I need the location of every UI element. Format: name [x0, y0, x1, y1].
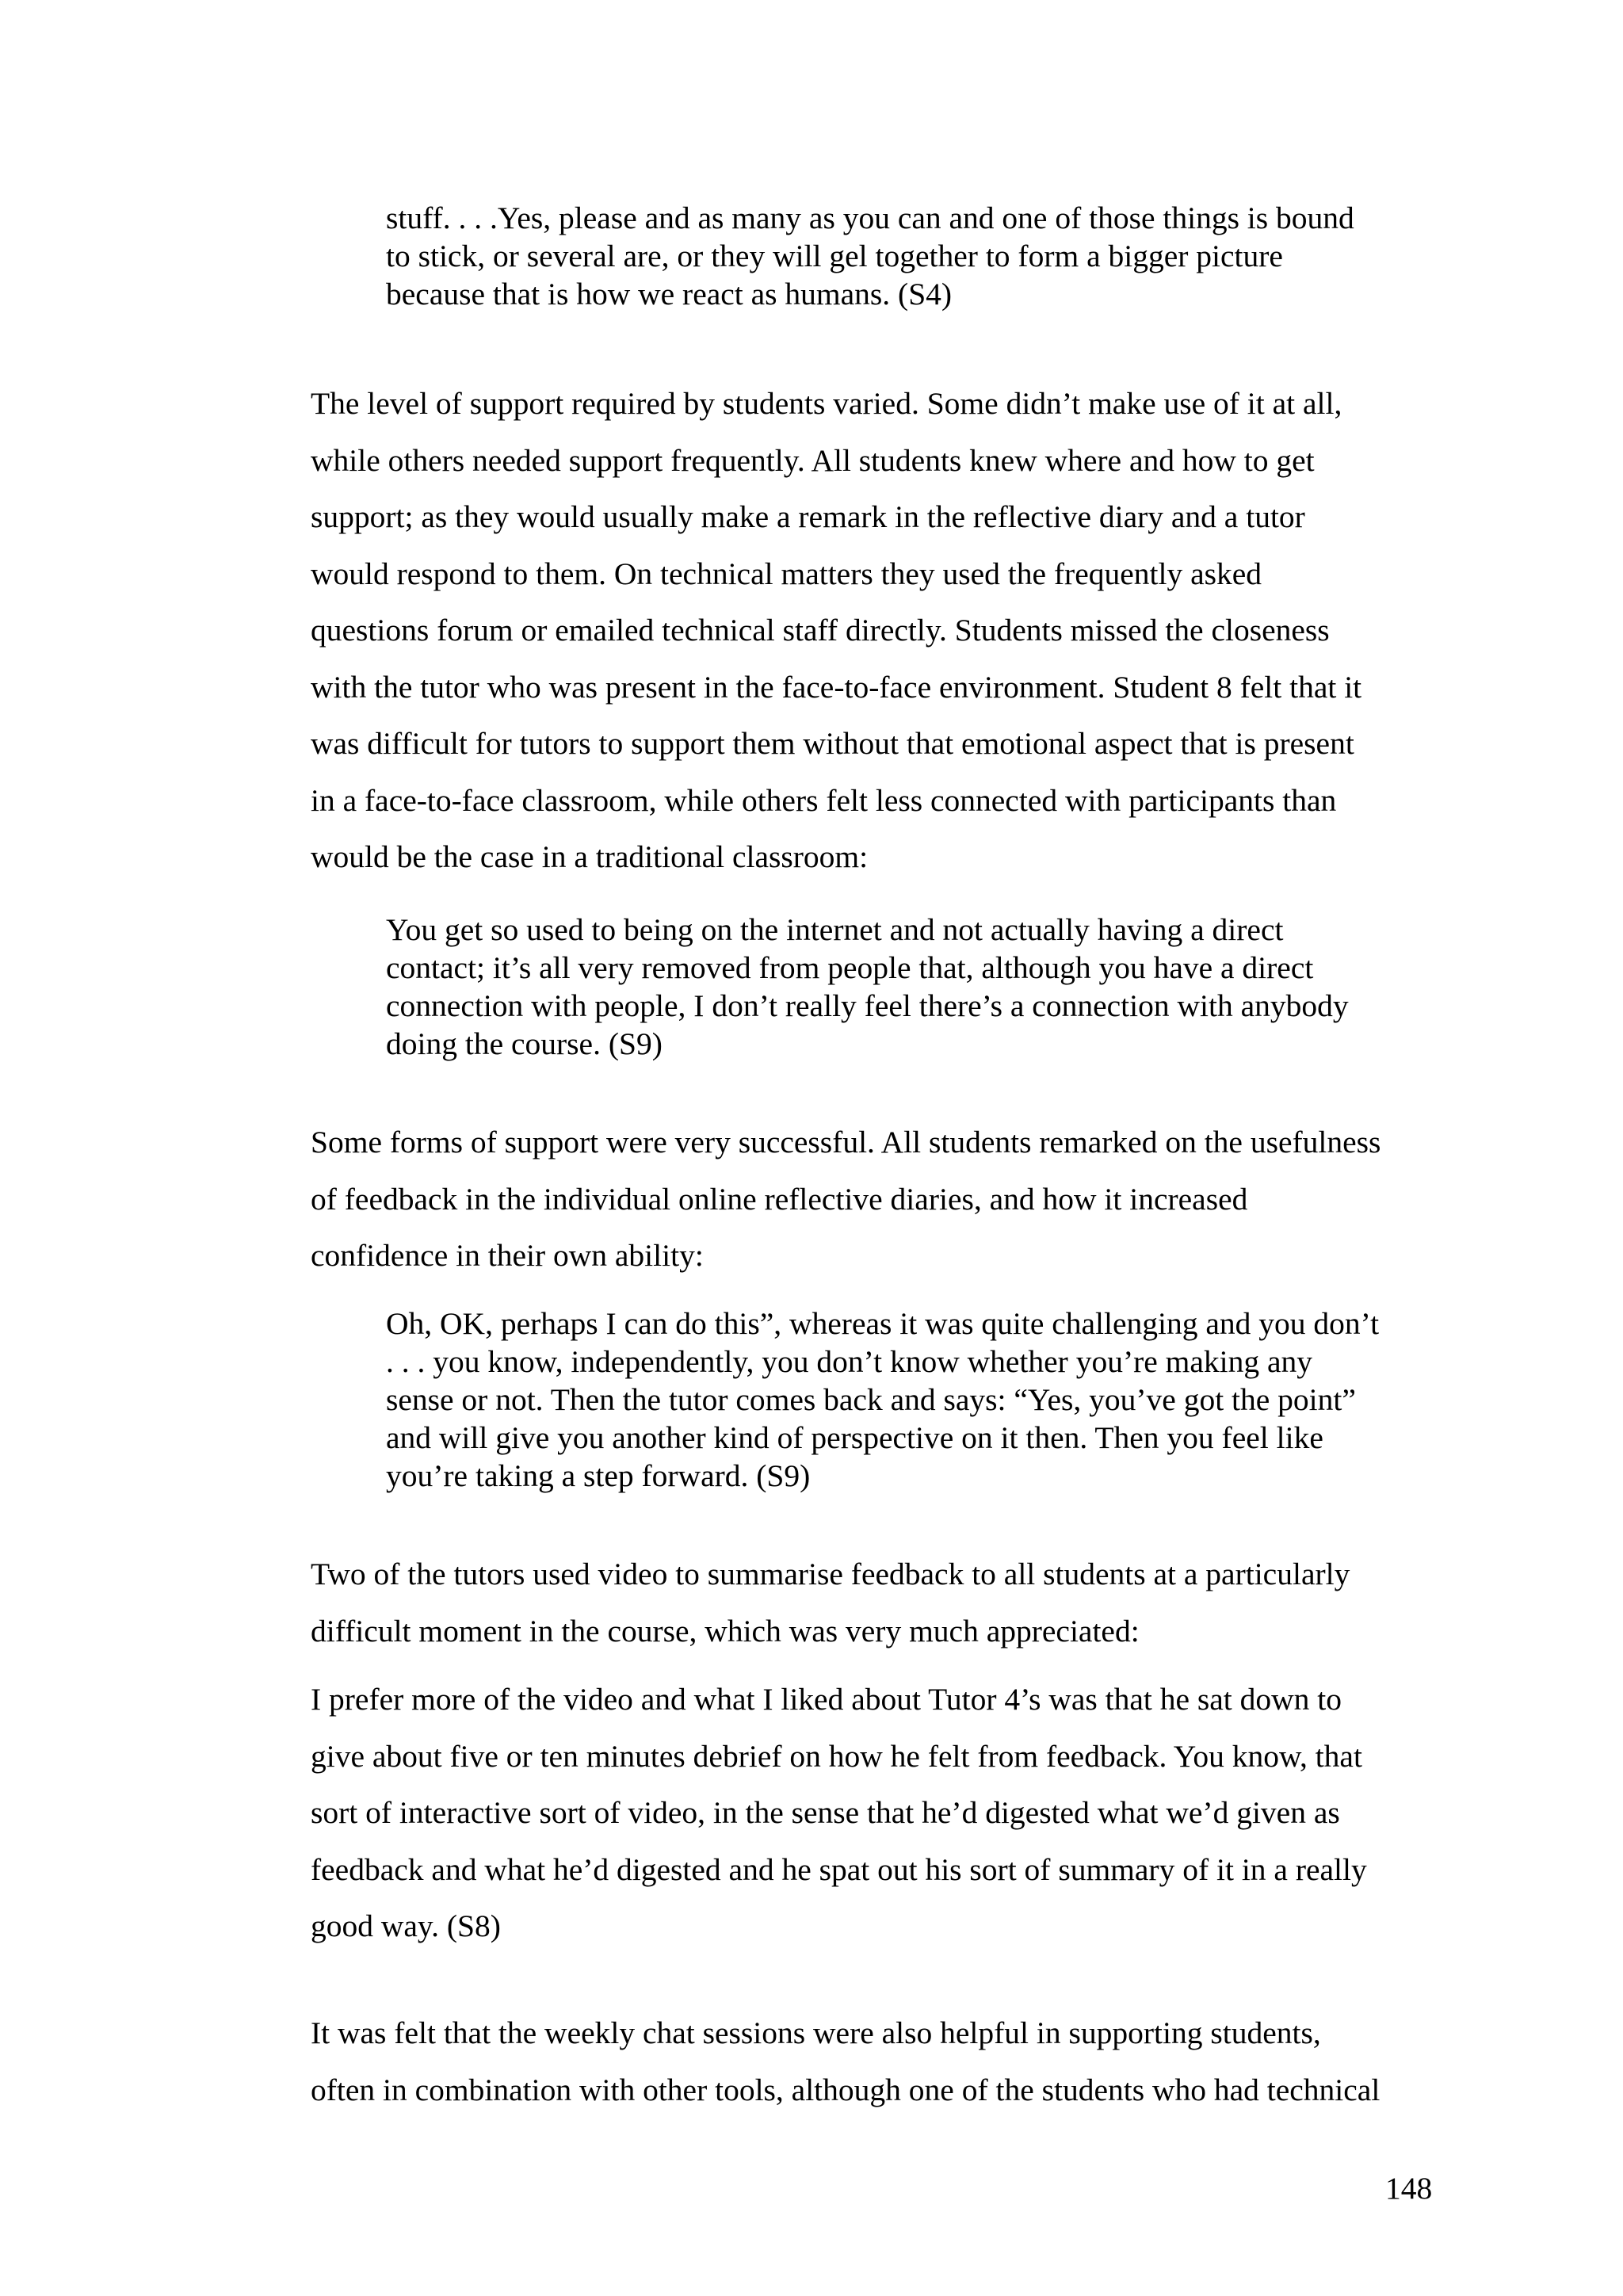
quote-block-s9-connection — [386, 911, 1349, 1063]
text-line: with the tutor who was present in the face-to-face environment. Student 8 felt that it — [311, 669, 1362, 705]
text-line: Two of the tutors used video to summarise feedback to all students at a particularly — [311, 1557, 1350, 1591]
text-line: . . . you know, independently, you don’t know whether you’re making any — [386, 1344, 1313, 1379]
text-line: was difficult for tutors to support them without that emotional aspect that is present — [311, 726, 1354, 761]
text-line: Some forms of support were very successful. All students remarked on the usefulness — [311, 1125, 1381, 1159]
text-line: give about five or ten minutes debrief on how he felt from feedback. You know, that — [311, 1738, 1362, 1774]
text-line: of feedback in the individual online reflective diaries, and how it increased — [311, 1181, 1248, 1217]
text-line: difficult moment in the course, which was very much appreciated: — [311, 1613, 1140, 1648]
quote-block-s9-feedback — [386, 1305, 1379, 1495]
text-line: I prefer more of the video and what I liked about Tutor 4’s was that he sat down to — [311, 1682, 1342, 1717]
text-line: It was felt that the weekly chat sessions were also helpful in supporting students, — [311, 2015, 1321, 2050]
text-line: in a face-to-face classroom, while others felt less connected with participants than — [311, 782, 1337, 818]
paragraph-quote-s8 — [311, 1671, 1367, 1955]
text-line: would respond to them. On technical matters they used the frequently asked — [311, 556, 1262, 591]
text-line: contact; it’s all very removed from people that, although you have a direct — [386, 950, 1314, 985]
quote-block-s4 — [386, 199, 1354, 313]
text-line: doing the course. (S9) — [386, 1026, 663, 1061]
paragraph-successful-support — [311, 1114, 1381, 1285]
paragraph-support-levels — [311, 376, 1361, 886]
paragraph-video-feedback — [311, 1546, 1350, 1660]
text-line: you’re taking a step forward. (S9) — [386, 1458, 811, 1493]
paragraph-chat-sessions — [311, 2005, 1380, 2118]
text-line: while others needed support frequently. All students knew where and how to get — [311, 442, 1315, 478]
text-line: stuff. . . .Yes, please and as many as you can and one of those things is bound — [386, 201, 1354, 235]
text-line: Oh, OK, perhaps I can do this”, whereas it was quite challenging and you don’t — [386, 1306, 1380, 1341]
text-line: would be the case in a traditional classroom: — [311, 839, 869, 874]
text-line: to stick, or several are, or they will gel together to form a bigger picture — [386, 239, 1283, 273]
text-line: The level of support required by students varied. Some didn’t make use of it at all, — [311, 386, 1342, 421]
text-line: sort of interactive sort of video, in the sense that he’d digested what we’d given as — [311, 1795, 1340, 1830]
page-number: 148 — [1385, 2171, 1433, 2206]
text-line: feedback and what he’d digested and he spat out his sort of summary of it in a really — [311, 1851, 1367, 1887]
text-line: because that is how we react as humans. (S4) — [386, 277, 953, 311]
text-line: You get so used to being on the internet and not actually having a direct — [386, 912, 1284, 947]
text-line: sense or not. Then the tutor comes back and says: “Yes, you’ve got the point” — [386, 1382, 1356, 1417]
text-line: good way. (S8) — [311, 1908, 501, 1943]
text-line: support; as they would usually make a remark in the reflective diary and a tutor — [311, 499, 1305, 534]
text-line: confidence in their own ability: — [311, 1238, 704, 1273]
text-line: questions forum or emailed technical staff directly. Students missed the closeness — [311, 613, 1330, 648]
text-line: often in combination with other tools, although one of the students who had technical — [311, 2072, 1381, 2107]
text-line: and will give you another kind of perspective on it then. Then you feel like — [386, 1420, 1323, 1455]
text-line: connection with people, I don’t really feel there’s a connection with anybody — [386, 988, 1349, 1023]
